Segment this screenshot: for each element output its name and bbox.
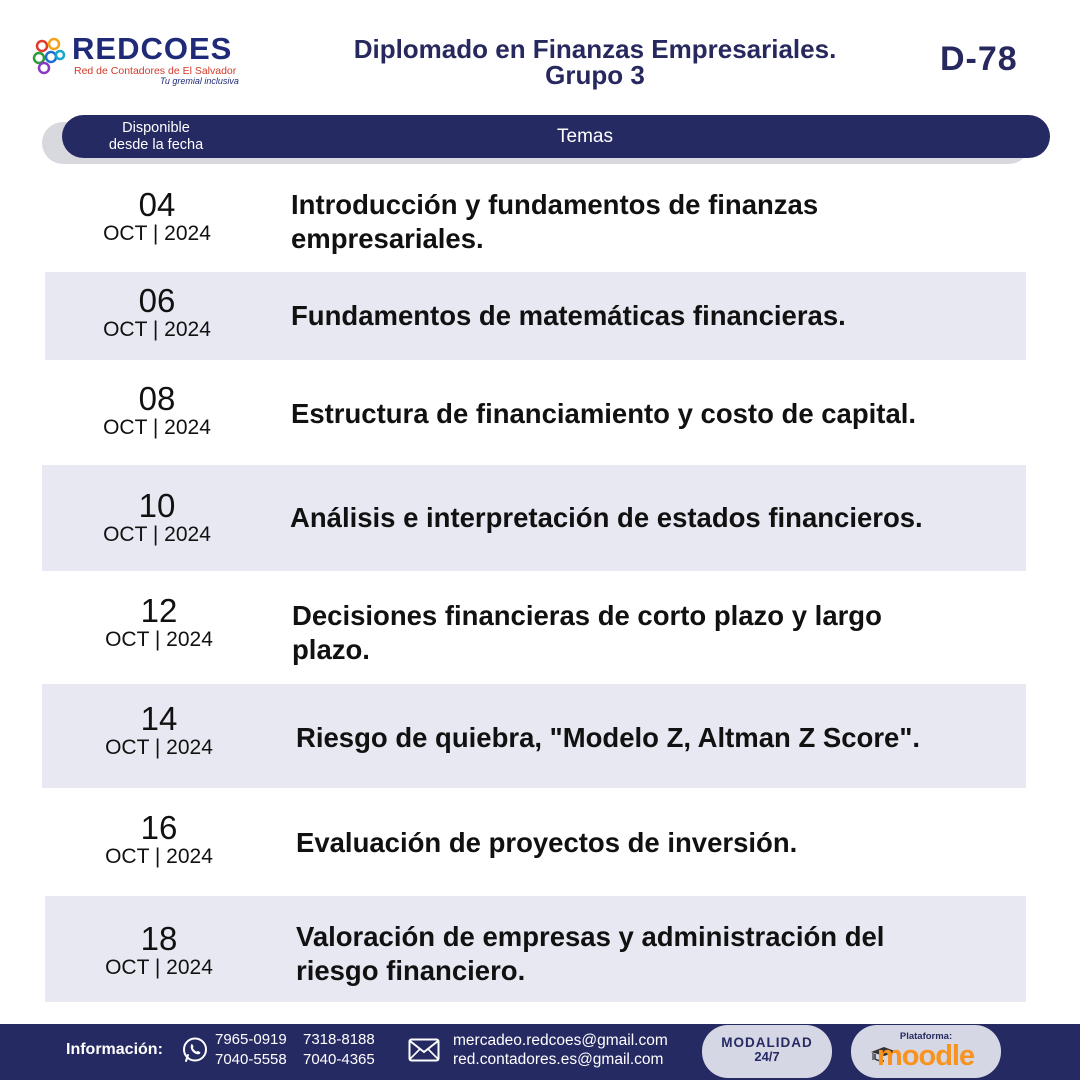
session-day: 12 [140,592,178,629]
session-topic [291,299,846,333]
topic-line1: Decisiones financieras de corto plazo y largo [292,600,882,631]
whatsapp-icon [181,1036,209,1064]
session-day: 04 [138,186,176,223]
topic-line1: Introducción y fundamentos de finanzas [291,189,819,220]
title-line: Diplomado en Finanzas Empresariales. [353,34,837,64]
topic-line1: Estructura de financiamiento y costo de capital. [291,398,917,429]
session-month: OCT | 2024 [103,523,211,546]
topic-line1: Fundamentos de matemáticas financieras. [291,300,846,331]
session-row [45,366,1026,460]
phone-number[interactable]: 7040-4365 [303,1051,375,1068]
session-day: 10 [138,487,176,524]
session-topic [290,501,923,535]
email-addresses [453,1031,668,1069]
session-topic [292,599,882,667]
topic-line2: plazo. [292,634,370,665]
logo-tagline: Tu gremial inclusiva [160,76,239,86]
session-month: OCT | 2024 [105,628,213,651]
session-month: OCT | 2024 [103,416,211,439]
session-day: 18 [140,920,178,957]
phone-number[interactable]: 7040-5558 [215,1051,287,1068]
phone-number[interactable]: 7965-0919 [215,1031,287,1048]
session-day: 16 [140,809,178,846]
topic-line1: Riesgo de quiebra, "Modelo Z, Altman Z Score". [296,722,921,753]
session-date [97,702,221,760]
session-month: OCT | 2024 [105,736,213,759]
email-link[interactable]: mercadeo.redcoes@gmail.com [453,1032,668,1049]
session-row [42,577,1026,679]
subtitle-line: Grupo 3 [545,60,645,90]
session-row [42,465,1026,571]
topic-line2: riesgo financiero. [296,955,526,986]
topic-line1: Análisis e interpretación de estados financieros. [290,502,923,533]
session-date [97,922,221,980]
session-row [45,272,1026,360]
topic-line1: Valoración de empresas y administración del [296,921,885,952]
phone-number[interactable]: 7318-8188 [303,1031,375,1048]
session-date [95,284,219,342]
session-month: OCT | 2024 [105,956,213,979]
session-topic [296,920,884,988]
session-row [42,794,1026,890]
session-month: OCT | 2024 [103,318,211,341]
session-date [97,594,221,652]
mail-icon [408,1038,440,1062]
session-row [45,896,1026,1002]
session-topic [291,397,916,431]
date-header-line1: Disponible [122,120,190,136]
platform-label: Plataforma: [899,1031,953,1042]
session-date [95,188,219,246]
info-label: Información: [66,1041,163,1058]
moodle-logo: moodle [877,1040,975,1072]
session-topic [296,721,920,755]
topics-column-header: Temas [557,126,613,147]
session-day: 14 [140,700,178,737]
phone-numbers [215,1030,391,1070]
topic-line2: empresariales. [291,223,484,254]
logo-subtitle: Red de Contadores de El Salvador [74,65,237,77]
session-row [42,684,1026,788]
session-month: OCT | 2024 [105,845,213,868]
session-topic [291,188,818,256]
session-month: OCT | 2024 [103,222,211,245]
modality-badge [702,1025,832,1078]
session-row [45,170,1026,266]
logo-wordmark: REDCOES [72,31,233,66]
email-link[interactable]: red.contadores.es@gmail.com [453,1051,664,1068]
modality-label: MODALIDAD [721,1035,813,1050]
date-header-line2: desde la fecha [108,137,204,153]
session-topic [296,826,797,860]
course-code: D-78 [940,40,1018,78]
session-day: 08 [138,380,176,417]
session-date [95,489,219,547]
session-day: 06 [138,282,176,319]
modality-value: 24/7 [754,1049,780,1064]
topic-line1: Evaluación de proyectos de inversión. [296,827,798,858]
session-date [95,382,219,440]
session-date [97,811,221,869]
platform-badge [851,1025,1001,1078]
